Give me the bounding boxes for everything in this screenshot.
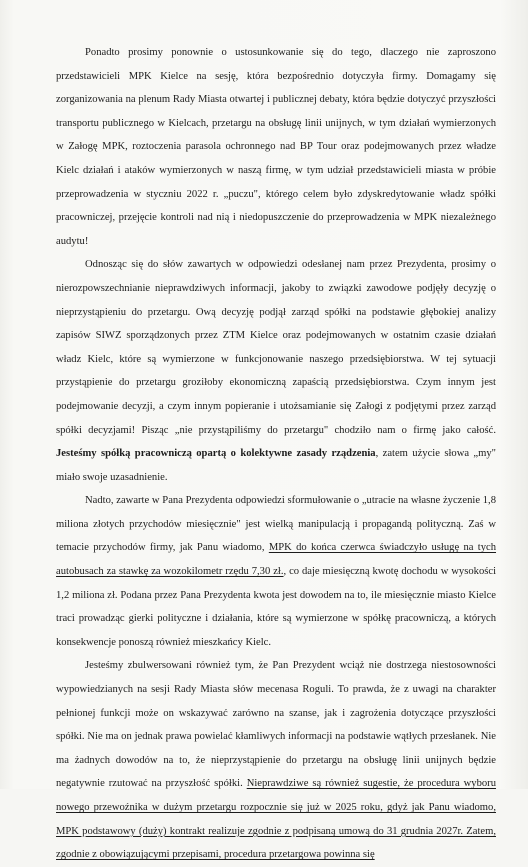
- paragraph-3: [56, 489, 496, 654]
- paragraph-1: [56, 41, 496, 253]
- bold-text-segment: Jesteśmy spółką pracowniczą opartą o kolektywne zasady rządzenia: [56, 448, 376, 460]
- paragraph-4: [56, 654, 496, 866]
- text-segment: , zatem użycie słowa „my" miało swoje uzasadnienie.: [56, 448, 496, 483]
- underline-text-segment: MPK do końca czerwca świadczyło usługę na tych autobusach za stawkę za wozokilometr rzędu 7,30 zł.: [56, 542, 497, 578]
- paragraph-2: [56, 253, 496, 489]
- text-segment: Ponadto prosimy ponownie o ustosunkowanie się do tego, dlaczego nie zaproszono przedstawicieli MPK Kielce na sesję, która bezpośrednio dotyczyła firmy. Domagamy się zorganizowania na plenum Rady Miasta otwartej i publicznej debaty, która będzie dotyczyć przyszłości transportu publicznego w Kielcach, przetargu na obsługę linii unijnych, w tym działań wymierzonych w Załogę MPK, roztoczenia parasola ochronnego nad BP Tour oraz podejmowanych przez władze Kielc działań i ataków wymierzonych w naszą firmę, w tym udział przedstawicieli miasta w próbie przeprowadzenia w styczniu 2022 r. „puczu", którego celem było zdyskredytowanie władz spółki pracowniczej, przejęcie kontroli nad nią i niedopuszczenie do przeprowadzenia w MPK niezależnego audytu!: [56, 47, 496, 247]
- underline-text-segment: Nieprawdziwe są również sugestie, że procedura wyboru nowego przewoźnika w dużym przetargu rozpocznie się już w 2025 roku, gdyż jak Panu wiadomo, MPK podstawowy (duży) kontrakt realizuje zgodnie z podpisaną umową do 31 grudnia 2027r. Zatem, zgodnie z obowiązującymi przepisami, procedura przetargowa powinna się: [56, 778, 497, 861]
- text-segment: Odnosząc się do słów zawartych w odpowiedzi odesłanej nam przez Prezydenta, prosimy o nierozpowszechnianie nieprawdziwych informacji, jakoby to związki zawodowe podjęły decyzję o nieprzystąpieniu do przetargu. Ową decyzję podjął zarząd spółki na podstawie głębokiej analizy zapisów SIWZ sporządzonych przez ZTM Kielce oraz podejmowanych w ostatnim czasie działań władz Kielc, które są wymierzone w funkcjonowanie naszego przedsiębiorstwa. W tej sytuacji przystąpienie do przetargu groziłoby ekonomiczną zapaścią przedsiębiorstwa. Czym innym jest podejmowanie decyzji, a czym innym popieranie i utożsamianie się Załogi z podjętymi przez zarząd spółki decyzjami! Pisząc „nie przystąpiliśmy do przetargu" chodziło nam o firmę jako całość.: [56, 259, 496, 436]
- text-segment: Jesteśmy zbulwersowani również tym, że Pan Prezydent wciąż nie dostrzega niestosowności wypowiedzianych na sesji Rady Miasta słów mecenasa Roguli. To prawda, że z uwagi na charakter pełnionej funkcji może on wskazywać zarówno na szanse, jak i zagrożenia dotyczące przyszłości spółki. Nie ma on jednak prawa powielać kłamliwych informacji na podstawie wątłych przesłanek. Nie ma żadnych dowodów na to, że nieprzystąpienie do przetargu na obsługę linii unijnych będzie negatywnie rzutować na przyszłość spółki.: [56, 660, 496, 790]
- text-segment: , co daje miesięczną kwotę dochodu w wysokości 1,2 miliona zł. Podana przez Pana Prezydenta kwota jest dowodem na to, ile miesięcznie miasto Kielce traci prowadząc gierki polityczne i działania, które są wymierzone w spółkę pracowniczą, a których konsekwencje ponoszą również mieszkańcy Kielc.: [56, 566, 497, 648]
- text-segment: Nadto, zawarte w Pana Prezydenta odpowiedzi sformułowanie o „utracie na własne życzenie 1,8 miliona złotych przychodów miesięcznie" jest wielką manipulacją i propagandą polityczną. Zaś w temacie przychodów firmy, jak Panu wiadomo,: [56, 495, 496, 554]
- letter-body: [56, 41, 496, 867]
